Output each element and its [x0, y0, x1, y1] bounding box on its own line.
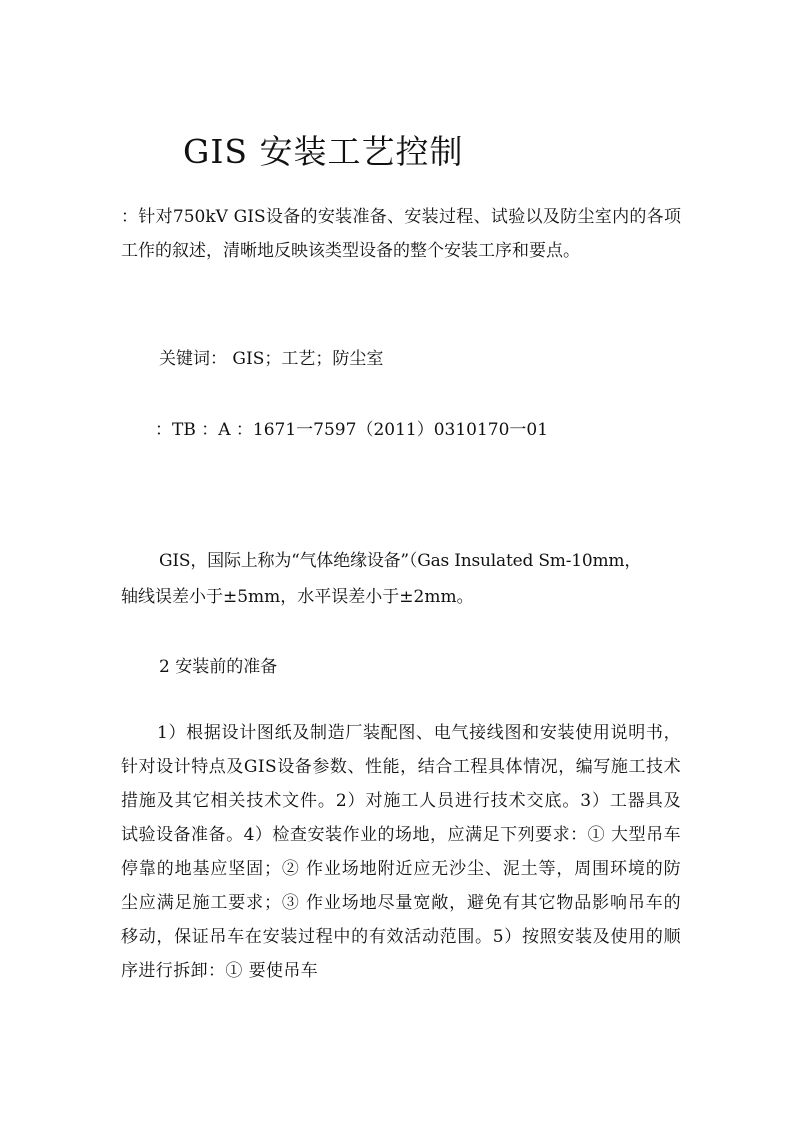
- paragraph-indent: [121, 723, 157, 743]
- intro-paragraph-line-1: GIS，国际上称为“气体绝缘设备”（Gas Insulated Sm-10mm，: [159, 551, 642, 571]
- keywords-line: 关键词： GIS；工艺；防尘室: [159, 349, 384, 369]
- document-title: GIS 安装工艺控制: [183, 132, 464, 171]
- section-body-text: 1）根据设计图纸及制造厂装配图、电气接线图和安装使用说明书，针对设计特点及GIS设备参数、性能，结合工程具体情况，编写施工技术措施及其它相关技术文件。2）对施工人员进行技术交底。3）工器具及试验设备准备。4）检查安装作业的场地，应满足下列要求：① 大型吊车停靠的地基应坚固；② 作业场地附近应无沙尘、泥土等，周围环境的防尘应满足施工要求；③ 作业场地尽量宽敞，避免有其它物品影响吊车的移动，保证吊车在安装过程中的有效活动范围。5）按照安装及使用的顺序进行拆卸：① 要使吊车: [121, 723, 681, 981]
- section-heading: 2 安装前的准备: [159, 657, 278, 677]
- section-body-paragraph: [121, 716, 681, 988]
- abstract-paragraph: ：针对750kV GIS设备的安装准备、安装过程、试验以及防尘室内的各项工作的叙述，清晰地反映该类型设备的整个安装工序和要点。: [121, 207, 681, 261]
- intro-paragraph-line-2: 轴线误差小于±5mm，水平误差小于±2mm。: [121, 587, 474, 607]
- classification-code-line: ：TB ：A ：1671一7597（2011）0310170一01: [155, 420, 549, 440]
